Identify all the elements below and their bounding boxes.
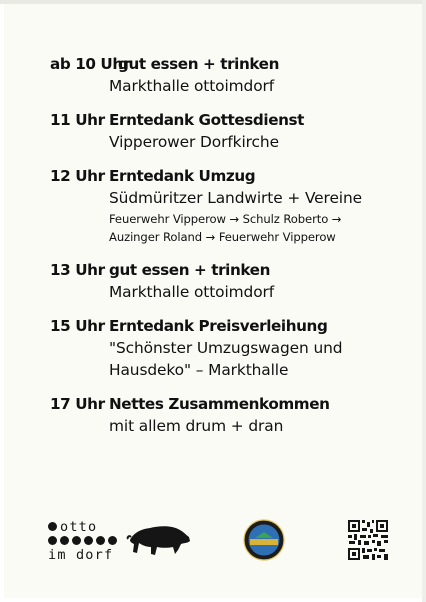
logo-word-im-dorf: im dorf (48, 547, 114, 563)
event-title: Nettes Zusammenkommen (109, 395, 330, 413)
event-title: Erntedank Gottesdienst (109, 111, 305, 129)
wild-boar-icon (126, 520, 192, 566)
event-time: 11 Uhr (50, 111, 105, 129)
event-participants: Südmüritzer Landwirte + Vereine (109, 189, 363, 207)
fire-department-seal-icon (242, 518, 286, 566)
footer (4, 514, 426, 574)
event-title: Erntedank Umzug (109, 167, 256, 185)
event-description: "Schönster Umzugswagen und (109, 339, 343, 357)
event-time: 12 Uhr (50, 167, 105, 185)
event-time: 13 Uhr (50, 261, 105, 279)
event-title: Erntedank Preisverleihung (109, 317, 328, 335)
parade-order-line: Feuerwehr Vipperow → Schulz Roberto → (109, 212, 342, 226)
page-edge-right (422, 0, 426, 602)
event-title: gut essen + trinken (109, 261, 270, 279)
event-description: mit allem drum + dran (109, 417, 284, 435)
qr-code-icon[interactable] (346, 518, 390, 566)
flyer-page (4, 4, 422, 598)
event-description: Hausdeko" – Markthalle (109, 361, 289, 379)
event-time: 17 Uhr (50, 395, 105, 413)
event-title: gut essen + trinken (118, 55, 279, 73)
event-location: Vipperower Dorfkirche (109, 133, 279, 151)
event-time: 15 Uhr (50, 317, 105, 335)
parade-order-line: Auzinger Roland → Feuerwehr Vipperow (109, 230, 336, 244)
event-time: ab 10 Uhr (50, 55, 130, 73)
event-location: Markthalle ottoimdorf (109, 77, 275, 95)
event-location: Markthalle ottoimdorf (109, 283, 275, 301)
logo-word-otto: otto (60, 519, 98, 535)
